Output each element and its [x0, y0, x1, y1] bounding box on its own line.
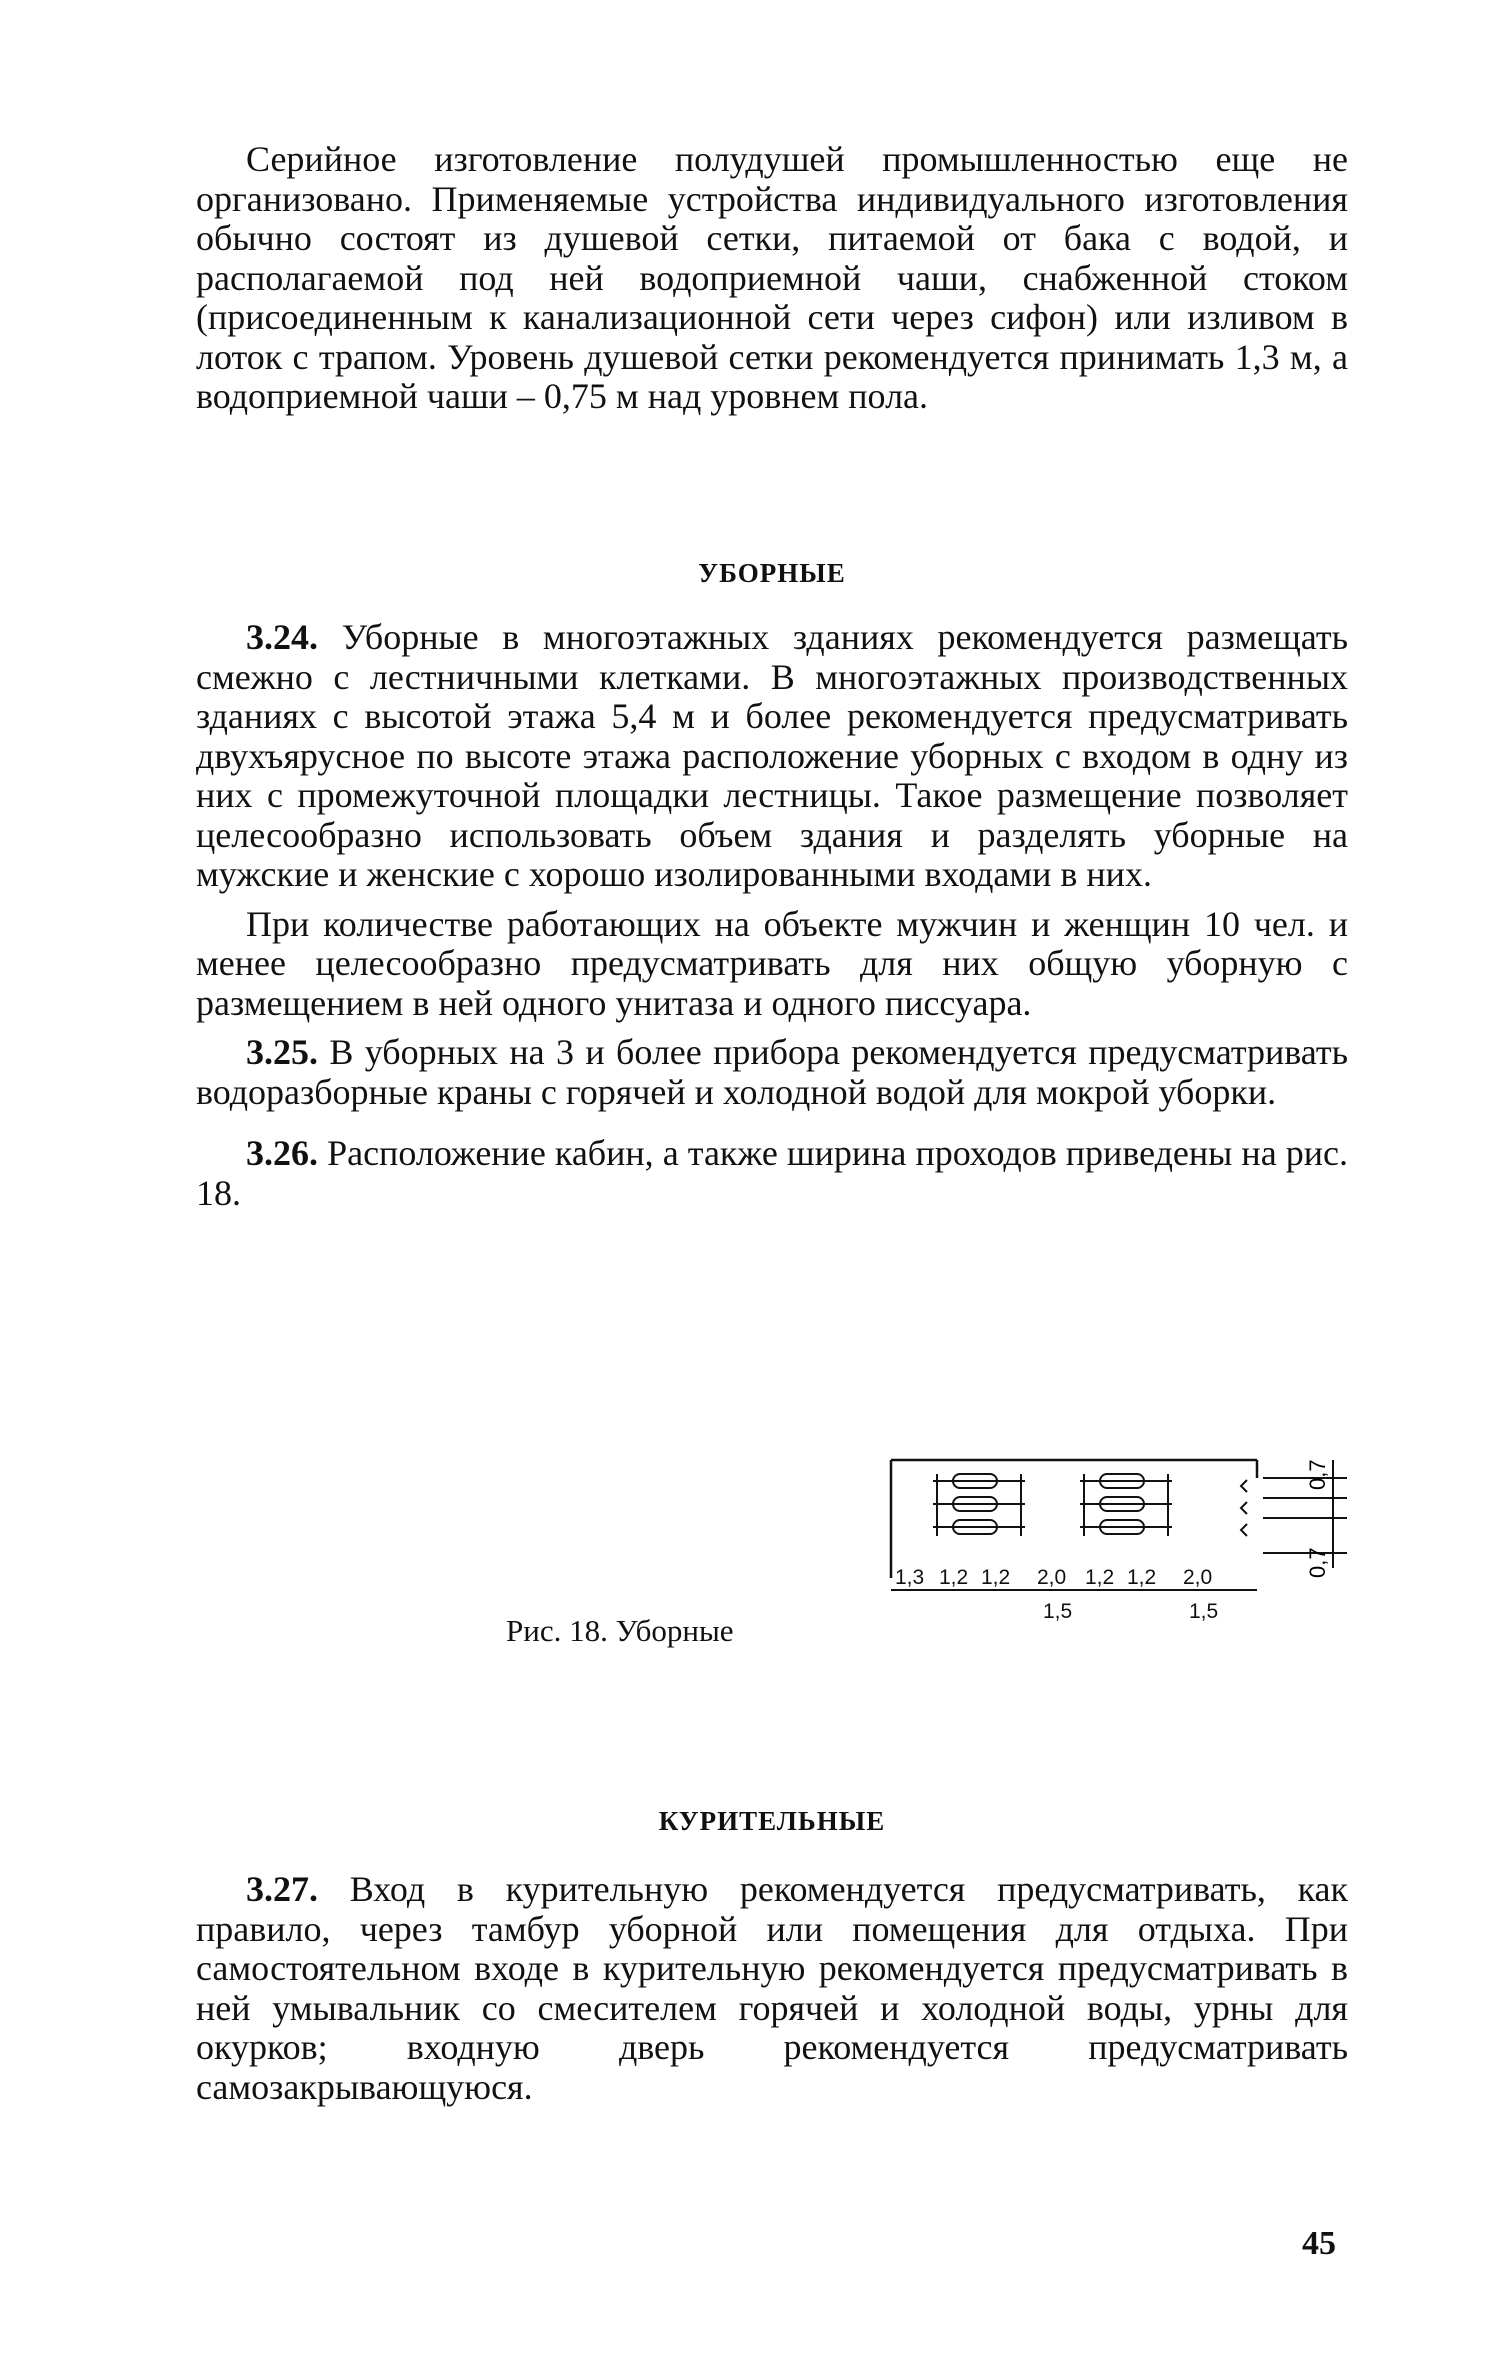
section-heading-toilets: УБОРНЫЕ: [698, 558, 846, 588]
toilet-group-left: [933, 1474, 1025, 1536]
dim-label: 1,2: [981, 1566, 1011, 1589]
urinal-marks: [1241, 1480, 1247, 1536]
intro-paragraph: Серийное изготовление полудушей промышленностью еще не организовано. Применяемые устройства индивидуального изготовления обычно состоят из душевой сетки, питаемой от бака с водой, и располагаемой под ней водоприемной чаши, снабженной стоком (присоединенным к канализационной сети через сифон) или изливом в лоток с трапом. Уровень душевой сетки рекомендуется принимать 1,3 м, а водоприемной чаши – 0,75 м над уровнем пола.: [196, 139, 1348, 416]
paragraph-text: Расположение кабин, а также ширина проходов приведены на рис. 18.: [196, 1133, 1348, 1213]
paragraph-number: 3.25.: [246, 1032, 318, 1072]
dim-label: 1,2: [1127, 1566, 1157, 1589]
paragraph-3-26: [196, 1134, 1348, 1213]
paragraph-3-24: [196, 618, 1348, 895]
dim-label: 2,0: [1037, 1566, 1067, 1589]
paragraph-number: 3.26.: [246, 1133, 318, 1173]
paragraph-text: Уборные в многоэтажных зданиях рекомендуется размещать смежно с лестничными клетками. В многоэтажных производственных зданиях с высотой этажа 5,4 м и более рекомендуется предусматривать двухъярусное по высоте этажа расположение уборных с входом в одну из них с промежуточной площадки лестницы. Такое размещение позволяет целесообразно использовать объем здания и разделять уборные на мужские и женские с хорошо изолированными входами в них.: [196, 617, 1348, 894]
figure-toilet-layout: [885, 1438, 1355, 1663]
section-heading-smoking-rooms: КУРИТЕЛЬНЫЕ: [658, 1806, 886, 1836]
dim-label: 1,2: [1085, 1566, 1115, 1589]
side-dim-label: 0,7: [1305, 1547, 1330, 1578]
paragraph-text: Вход в курительную рекомендуется предусматривать, как правило, через тамбур уборной или помещения для отдыха. При самостоятельном входе в курительную рекомендуется предусматривать в ней умывальник со смесителем горячей и холодной воды, урны для окурков; входную дверь рекомендуется предусматривать самозакрывающуюся.: [196, 1869, 1349, 2107]
side-dim-label: 0,7: [1305, 1459, 1330, 1490]
page-number: 45: [1302, 2225, 1336, 2262]
dim-label: 1,5: [1189, 1600, 1219, 1623]
section-toilets-body: [196, 618, 1348, 1213]
intro-block: [196, 140, 1348, 417]
figure-caption: Рис. 18. Уборные: [506, 1613, 734, 1648]
paragraph-3-24-continued: При количестве работающих на объекте мужчин и женщин 10 чел. и менее целесообразно предусматривать для них общую уборную с размещением в ней одного унитаза и одного писсуара.: [196, 903, 1348, 1023]
paragraph-number: 3.27.: [246, 1869, 318, 1909]
paragraph-3-27: [196, 1870, 1348, 2107]
section-smoking-body: [196, 1870, 1348, 2107]
dim-label: 1,5: [1043, 1600, 1073, 1623]
paragraph-text: В уборных на 3 и более прибора рекомендуется предусматривать водоразборные краны с горячей и холодной водой для мокрой уборки.: [196, 1032, 1348, 1112]
dim-label: 1,2: [939, 1566, 969, 1589]
paragraph-number: 3.24.: [246, 617, 318, 657]
dim-label: 2,0: [1183, 1566, 1213, 1589]
paragraph-3-25: [196, 1033, 1348, 1112]
toilet-group-right: [1080, 1474, 1172, 1536]
dim-label: 1,3: [895, 1566, 925, 1589]
